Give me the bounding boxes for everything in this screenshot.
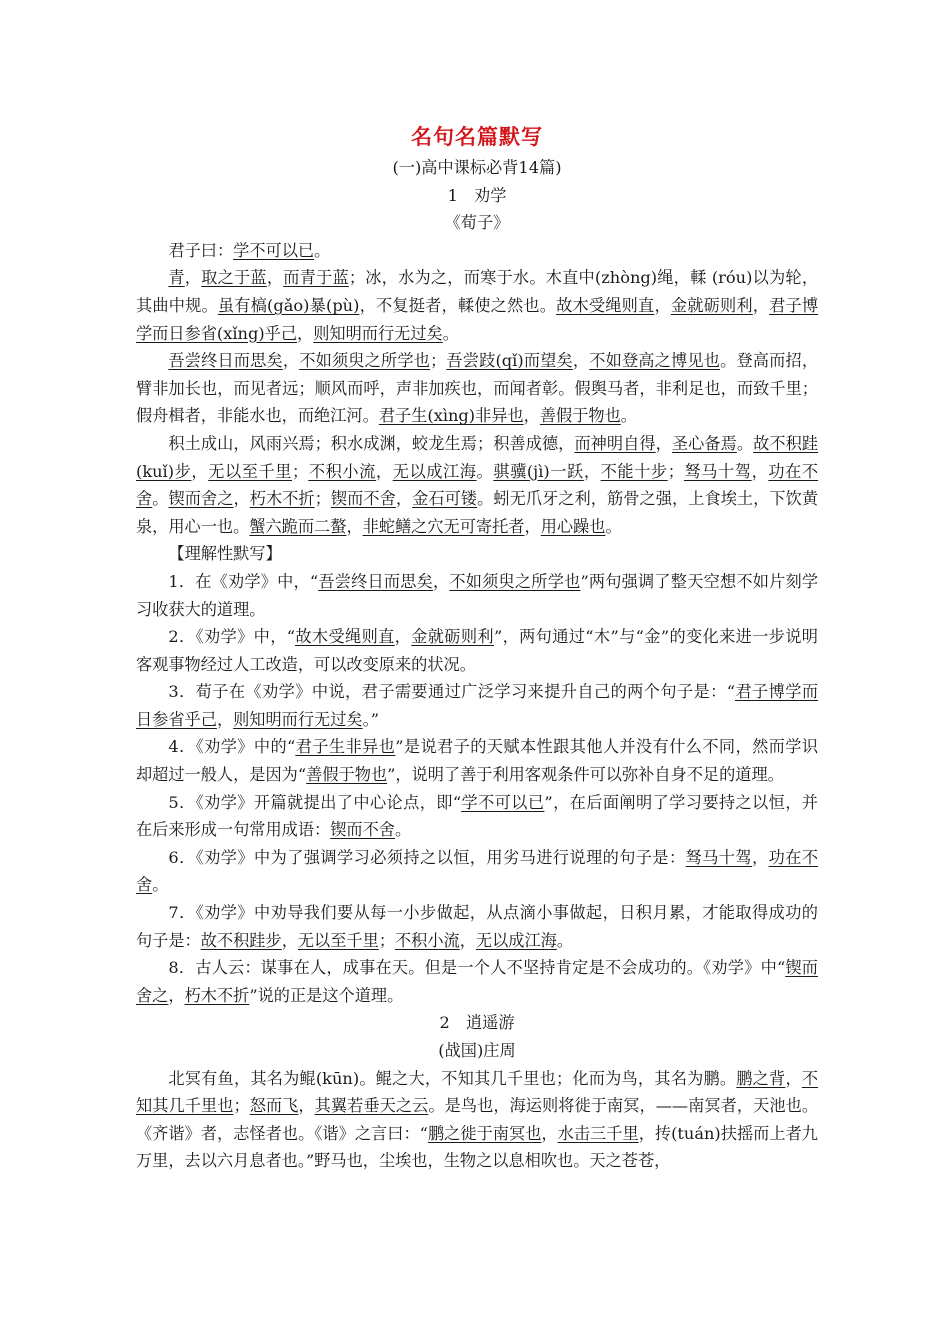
text-run: 。是鸟也，海运则将徙于南冥，——南冥者，天池也。《齐谐》者，志怪者也。《谐》之言曰：“ — [136, 1096, 819, 1143]
text-run: 。 — [556, 930, 574, 950]
text-run: ， — [233, 489, 250, 509]
underlined-answer: 朽木不折 — [249, 489, 315, 509]
text-run: ， — [266, 268, 284, 288]
text-run: 。 — [152, 875, 169, 895]
paragraph — [136, 430, 818, 540]
underlined-answer: 锲而舍之 — [168, 489, 234, 509]
underlined-answer: 不积小流 — [308, 461, 376, 481]
underlined-answer: 不能十步 — [600, 461, 668, 481]
exercise-item — [136, 623, 818, 678]
text-run: ， — [184, 268, 202, 288]
underlined-answer: 君子生非异也 — [295, 737, 396, 757]
text-run: 5．《劝学》开篇就提出了中心论点，即“ — [168, 792, 462, 812]
underlined-answer: 故不积跬(kuǐ)步 — [136, 433, 819, 481]
underlined-answer: 功在不舍 — [136, 847, 819, 895]
text-run: ， — [752, 847, 769, 867]
underlined-answer: 吾尝终日而思矣 — [318, 571, 434, 591]
text-run: 。 — [395, 820, 412, 840]
text-run: ， — [751, 461, 769, 481]
text-run: ”说的正是这个道理。 — [249, 985, 404, 1005]
text-run: 8．古人云：谋事在人，成事在天。但是一个人不坚持肯定是不会成功的。《劝学》中“ — [168, 958, 786, 978]
text-run: 。 — [605, 516, 622, 536]
section-author: 《荀子》 — [444, 213, 510, 233]
text-run: ， — [583, 461, 601, 481]
exercise-item — [136, 733, 818, 788]
exercise-item — [136, 789, 818, 844]
paragraph — [136, 1065, 818, 1175]
text-run: ”，说明了善于利用客观条件可以弥补自身不足的道理。 — [387, 765, 784, 785]
underlined-answer: 君子博学而日参省乎己 — [136, 682, 819, 729]
section-heading: 1 劝学 — [447, 185, 507, 205]
underlined-answer: 不如须臾之所学也 — [299, 351, 431, 371]
text-run: 1．在《劝学》中，“ — [168, 571, 319, 591]
underlined-answer: 善假于物也 — [306, 765, 388, 785]
text-run: ， — [541, 1123, 558, 1143]
underlined-answer: 而神明自得 — [574, 433, 656, 453]
underlined-answer: 不知其几千里也 — [136, 1068, 819, 1116]
subtitle: (一)高中课标必背14篇) — [392, 158, 562, 177]
text-run: ，不复挺者，輮使之然也。 — [359, 295, 557, 315]
underlined-answer: 骐骥(jì)一跃 — [493, 461, 584, 481]
text-run: 2．《劝学》中，“ — [168, 627, 296, 647]
underlined-answer: 故木受绳则直 — [295, 627, 395, 647]
underlined-answer: 水击三千里 — [557, 1123, 639, 1143]
text-run: ； — [233, 1096, 250, 1116]
text-run: 6．《劝学》中为了强调学习必须持之以恒，用劣马进行说理的句子是： — [168, 847, 686, 867]
underlined-answer: 善假于物也 — [539, 406, 621, 426]
text-run: 4．《劝学》中的“ — [168, 737, 296, 757]
underlined-answer: 朽木不折 — [184, 985, 250, 1005]
underlined-answer: 非蛇鳝之穴无可寄托者 — [362, 516, 525, 536]
text-run: 。 — [442, 323, 459, 343]
underlined-answer: 学不可以已 — [461, 792, 545, 812]
underlined-answer: 无以至千里 — [208, 461, 293, 481]
underlined-answer: 则知明而行无过矣 — [233, 709, 363, 729]
underlined-answer: 锲而舍之 — [136, 958, 818, 1005]
underlined-answer: 不如登高之博见也 — [589, 351, 721, 371]
text-run: ， — [281, 930, 298, 950]
underlined-answer: 锲而不舍 — [330, 820, 395, 840]
text-run: ； — [667, 461, 684, 481]
underlined-answer: 无以成江海 — [392, 461, 477, 481]
underlined-answer: 圣心备焉 — [671, 433, 737, 453]
text-run: ， — [785, 1068, 802, 1088]
text-run: ， — [524, 516, 541, 536]
text-run: 。蚓无爪牙之利，筋骨之强，上食埃土，下饮黄泉，用心一也。 — [136, 489, 819, 536]
text-run: 。” — [362, 709, 379, 729]
underlined-answer: 无以至千里 — [297, 930, 379, 950]
exercise-item — [136, 899, 818, 954]
text-run: ”，在后面阐明了学习要持之以恒，并在后来形成一句常用成语： — [136, 792, 818, 840]
underlined-answer: 锲而不舍 — [330, 489, 396, 509]
text-run: 3．荀子在《劝学》中说，君子需要通过广泛学习来提升自己的两个句子是：“ — [168, 682, 736, 702]
underlined-answer: 不如须臾之所学也 — [449, 571, 581, 591]
text-run: 。 — [476, 461, 494, 481]
underlined-answer: 不积小流 — [395, 930, 460, 950]
underlined-answer: 学不可以已 — [233, 240, 315, 260]
underlined-answer: 故木受绳则直 — [556, 295, 655, 315]
text-run: ”是说君子的天赋本性跟其他人并没有什么不同，然而学识却超过一般人，是因为“ — [136, 737, 819, 785]
exercise-item — [136, 568, 818, 623]
underlined-answer: 吾尝终日而思矣 — [168, 351, 283, 371]
underlined-answer: 金就砺则利 — [670, 295, 753, 315]
text-run: ； — [430, 351, 447, 371]
text-run: ， — [298, 1096, 315, 1116]
document-body — [136, 120, 818, 1175]
text-run: ， — [654, 295, 671, 315]
underlined-answer: 而青于蓝 — [283, 268, 349, 288]
underlined-answer: 金就砺则利 — [411, 627, 494, 647]
underlined-answer: 青 — [168, 268, 185, 288]
text-run: ； — [378, 930, 395, 950]
text-run: 。 — [736, 433, 754, 453]
text-run: ， — [523, 406, 540, 426]
exercise-item — [136, 678, 818, 733]
text-run: 。登高而招，臂非加长也，而见者远；顺风而呼，声非加疾也，而闻者彰。假舆马者，非利足也，而致千里；假舟楫者，非能水也，而绝江河。 — [136, 351, 819, 426]
text-run: ，抟(tuán)扶摇而上者九万里，去以六月息者也。”野马也，尘埃也，生物之以息相吹也。天之苍苍， — [136, 1123, 818, 1171]
underlined-answer: 虽有槁(gǎo)暴(pù) — [217, 295, 360, 315]
text-run: ， — [216, 709, 234, 729]
section-author: (战国)庄周 — [438, 1041, 516, 1060]
text-run: ， — [752, 295, 770, 315]
text-run: ；冰，水为之，而寒于水。木直中(zhòng)绳，輮 (róu)以为轮，其曲中规。 — [136, 268, 819, 315]
text-run: ， — [168, 985, 185, 1005]
underlined-answer: 怒而飞 — [249, 1096, 299, 1116]
text-run: ， — [346, 516, 363, 536]
text-run: ， — [572, 351, 590, 371]
underlined-answer: 取之于蓝 — [201, 268, 267, 288]
text-run: 北冥有鱼，其名为鲲(kūn)。鲲之大，不知其几千里也；化而为鸟，其名为鹏。 — [168, 1068, 737, 1088]
underlined-answer: 吾尝跂(qǐ)而望矣 — [446, 351, 573, 371]
text-run: 。 — [314, 240, 331, 260]
text-run: 7．《劝学》中劝导我们要从每一小步做起，从点滴小事做起，日积月累，才能取得成功的句子是： — [136, 903, 818, 950]
text-run: ， — [394, 627, 412, 647]
underlined-answer: 鹏之背 — [736, 1068, 786, 1088]
paragraph — [136, 347, 818, 430]
underlined-answer: 功在不舍 — [136, 461, 819, 509]
underlined-answer: 驽马十驾 — [683, 461, 752, 481]
text-run: ； — [292, 461, 309, 481]
text-run: ， — [433, 571, 450, 591]
underlined-answer: 无以成江海 — [475, 930, 557, 950]
exercise-item — [136, 954, 818, 1009]
text-run: ， — [297, 323, 314, 343]
underlined-answer: 君子生(xìng)非异也 — [378, 406, 524, 426]
underlined-answer: 则知明而行无过矣 — [313, 323, 443, 343]
exercise-heading: 【理解性默写】 — [168, 544, 282, 564]
paragraph — [136, 237, 818, 265]
underlined-answer: 驽马十驾 — [685, 847, 753, 867]
exercise-item — [136, 844, 818, 899]
underlined-answer: 君子博学而日参省(xǐng)乎己 — [136, 295, 819, 343]
paragraph — [136, 264, 818, 347]
underlined-answer: 鹏之徙于南冥也 — [427, 1123, 542, 1143]
section-heading: 2 逍遥游 — [439, 1013, 515, 1033]
text-run: ； — [314, 489, 331, 509]
text-run: 。 — [152, 489, 169, 509]
text-run: ， — [375, 461, 393, 481]
text-run: ， — [191, 461, 209, 481]
text-run: ， — [655, 433, 672, 453]
text-run: 积土成山，风雨兴焉；积水成渊，蛟龙生焉；积善成德， — [168, 433, 575, 453]
underlined-answer: 蟹六跪而二螯 — [249, 516, 347, 536]
text-run: ”，两句通过“木”与“金”的变化来进一步说明客观事物经过人工改造，可以改变原来的状况。 — [136, 627, 818, 674]
text-run: ， — [282, 351, 300, 371]
page-title: 名句名篇默写 — [411, 125, 543, 149]
text-run: 君子曰： — [168, 240, 234, 260]
underlined-answer: 故不积跬步 — [200, 930, 282, 950]
text-run: ”两句强调了整天空想不如片刻学习收获大的道理。 — [136, 571, 819, 619]
underlined-answer: 用心躁也 — [540, 516, 606, 536]
text-run: 。 — [620, 406, 637, 426]
underlined-answer: 其翼若垂天之云 — [314, 1096, 429, 1116]
underlined-answer: 金石可镂 — [412, 489, 478, 509]
text-run: ， — [459, 930, 476, 950]
text-run: ， — [395, 489, 413, 509]
